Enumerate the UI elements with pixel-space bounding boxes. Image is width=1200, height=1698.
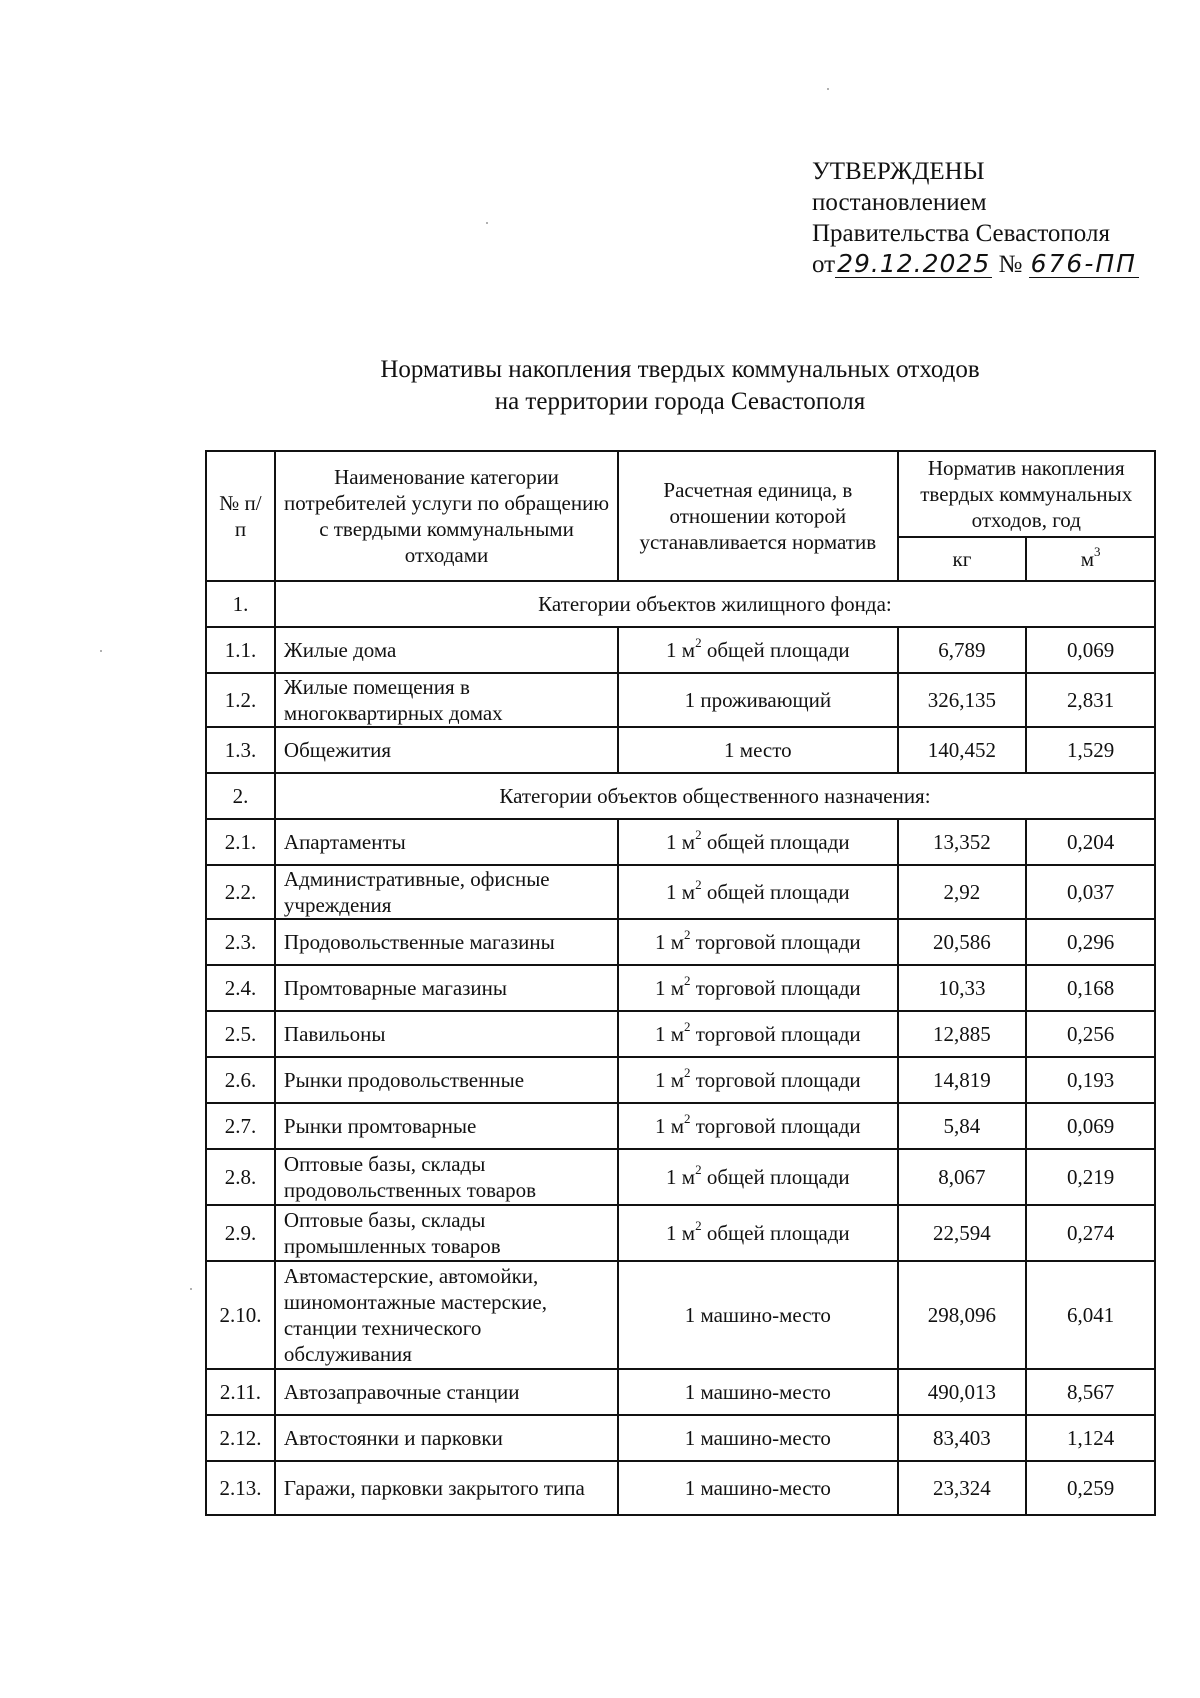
- row-value-kg: 14,819: [898, 1057, 1027, 1103]
- row-value-m3: 0,296: [1026, 919, 1155, 965]
- row-category-name: Рынки продовольственные: [275, 1057, 618, 1103]
- unit-suffix: общей площади: [701, 830, 850, 854]
- row-category-name: Гаражи, парковки закрытого типа: [275, 1461, 618, 1515]
- scan-speck: [100, 650, 102, 652]
- row-value-m3: 0,204: [1026, 819, 1155, 865]
- row-value-kg: 12,885: [898, 1011, 1027, 1057]
- header-m3: [1026, 537, 1155, 581]
- row-category-name: Жилые дома: [275, 627, 618, 673]
- table-row: [206, 865, 1155, 919]
- from-label: от: [812, 251, 836, 278]
- row-category-name: Автомастерские, автомойки, шиномонтажные мастерские, станции технического обслуживания: [275, 1261, 618, 1369]
- unit-prefix: 1 м: [666, 1165, 696, 1189]
- row-num: 2.8.: [206, 1149, 275, 1205]
- row-category-name: Рынки промтоварные: [275, 1103, 618, 1149]
- row-num: 2.2.: [206, 865, 275, 919]
- row-value-m3: 0,259: [1026, 1461, 1155, 1515]
- unit-superscript: 2: [684, 1111, 691, 1126]
- unit-prefix: 1 м: [666, 638, 696, 662]
- unit-superscript: 2: [684, 1019, 691, 1034]
- table-row: [206, 819, 1155, 865]
- row-value-kg: 8,067: [898, 1149, 1027, 1205]
- row-value-kg: 22,594: [898, 1205, 1027, 1261]
- row-category-name: Апартаменты: [275, 819, 618, 865]
- title-line-1: Нормативы накопления твердых коммунальных отходов: [380, 356, 980, 383]
- row-category-name: Административные, офисные учреждения: [275, 865, 618, 919]
- row-num: 2.10.: [206, 1261, 275, 1369]
- row-value-kg: 10,33: [898, 965, 1027, 1011]
- unit-prefix: 1 проживающий: [684, 688, 832, 712]
- row-value-m3: 0,168: [1026, 965, 1155, 1011]
- header-name: Наименование категории потребителей услуги по обращению с твердыми коммунальными отходами: [275, 451, 618, 581]
- unit-superscript: 2: [684, 973, 691, 988]
- row-num: 2.1.: [206, 819, 275, 865]
- row-value-kg: 20,586: [898, 919, 1027, 965]
- unit-suffix: общей площади: [701, 1165, 850, 1189]
- row-category-name: Автостоянки и парковки: [275, 1415, 618, 1461]
- unit-prefix: 1 машино-место: [684, 1476, 831, 1500]
- row-unit: [618, 673, 897, 727]
- unit-prefix: 1 место: [724, 738, 792, 762]
- section-title: Категории объектов общественного назначения:: [275, 773, 1155, 819]
- unit-prefix: 1 м: [654, 930, 685, 954]
- unit-suffix: торговой площади: [690, 1114, 861, 1138]
- row-value-m3: 0,274: [1026, 1205, 1155, 1261]
- unit-suffix: общей площади: [701, 880, 850, 904]
- unit-prefix: 1 м: [666, 1221, 696, 1245]
- scan-speck: [827, 88, 829, 90]
- row-num: 1.3.: [206, 727, 275, 773]
- section-row: [206, 773, 1155, 819]
- table-row: [206, 1011, 1155, 1057]
- approval-line-government: Правительства Севастополя: [812, 220, 1110, 247]
- unit-suffix: торговой площади: [690, 930, 861, 954]
- header-kg: кг: [898, 537, 1027, 581]
- table-row: [206, 1369, 1155, 1415]
- row-value-kg: 298,096: [898, 1261, 1027, 1369]
- row-value-kg: 140,452: [898, 727, 1027, 773]
- table-row: [206, 673, 1155, 727]
- row-category-name: Автозаправочные станции: [275, 1369, 618, 1415]
- unit-superscript: 2: [695, 1162, 702, 1177]
- unit-prefix: 1 машино-место: [684, 1380, 831, 1404]
- row-value-m3: 2,831: [1026, 673, 1155, 727]
- table-row: [206, 727, 1155, 773]
- table-row: [206, 627, 1155, 673]
- row-unit: [618, 865, 897, 919]
- unit-prefix: 1 м: [666, 830, 696, 854]
- unit-prefix: 1 м: [654, 976, 685, 1000]
- row-num: 2.11.: [206, 1369, 275, 1415]
- row-value-kg: 490,013: [898, 1369, 1027, 1415]
- section-title: Категории объектов жилищного фонда:: [275, 581, 1155, 627]
- header-norm: Норматив накопления твердых коммунальных отходов, год: [898, 451, 1155, 537]
- unit-suffix: общей площади: [701, 1221, 850, 1245]
- row-unit: [618, 1369, 897, 1415]
- table-row: [206, 1149, 1155, 1205]
- document-title: [190, 354, 1170, 418]
- handwritten-number: 676-ПП: [1030, 249, 1137, 278]
- row-num: 2.13.: [206, 1461, 275, 1515]
- row-category-name: Оптовые базы, склады промышленных товаров: [275, 1205, 618, 1261]
- table-row: [206, 965, 1155, 1011]
- unit-suffix: общей площади: [701, 638, 850, 662]
- row-value-kg: 326,135: [898, 673, 1027, 727]
- unit-prefix: 1 машино-место: [684, 1426, 831, 1450]
- unit-prefix: 1 м: [654, 1068, 685, 1092]
- unit-prefix: 1 м: [654, 1114, 685, 1138]
- table-row: [206, 1461, 1155, 1515]
- row-unit: [618, 727, 897, 773]
- row-unit: [618, 965, 897, 1011]
- unit-prefix: 1 м: [654, 1022, 685, 1046]
- unit-superscript: 2: [684, 927, 691, 942]
- handwritten-date: 29.12.2025: [837, 249, 991, 278]
- row-value-m3: 0,256: [1026, 1011, 1155, 1057]
- row-value-m3: 6,041: [1026, 1261, 1155, 1369]
- row-value-m3: 1,124: [1026, 1415, 1155, 1461]
- row-value-m3: 0,193: [1026, 1057, 1155, 1103]
- unit-superscript: 2: [695, 1218, 702, 1233]
- row-num: 1.1.: [206, 627, 275, 673]
- approval-date-line: [812, 249, 1139, 280]
- row-unit: [618, 919, 897, 965]
- row-num: 2.9.: [206, 1205, 275, 1261]
- row-unit: [618, 1261, 897, 1369]
- row-unit: [618, 1461, 897, 1515]
- approval-block: [812, 156, 1139, 280]
- unit-suffix: торговой площади: [690, 976, 861, 1000]
- unit-prefix: 1 м: [666, 880, 696, 904]
- unit-superscript: 2: [695, 877, 702, 892]
- section-row: [206, 581, 1155, 627]
- row-category-name: Промтоварные магазины: [275, 965, 618, 1011]
- header-num: № п/п: [206, 451, 275, 581]
- table-row: [206, 1205, 1155, 1261]
- row-value-kg: 6,789: [898, 627, 1027, 673]
- row-value-kg: 23,324: [898, 1461, 1027, 1515]
- table-row: [206, 1261, 1155, 1369]
- header-row-top: [206, 451, 1155, 537]
- row-unit: [618, 1103, 897, 1149]
- unit-superscript: 2: [684, 1065, 691, 1080]
- row-value-kg: 5,84: [898, 1103, 1027, 1149]
- row-unit: [618, 627, 897, 673]
- unit-superscript: 2: [695, 635, 702, 650]
- approval-heading: УТВЕРЖДЕНЫ: [812, 158, 985, 185]
- row-unit: [618, 1011, 897, 1057]
- row-num: 2.4.: [206, 965, 275, 1011]
- row-category-name: Жилые помещения в многоквартирных домах: [275, 673, 618, 727]
- title-line-2: на территории города Севастополя: [494, 388, 866, 415]
- row-value-kg: 83,403: [898, 1415, 1027, 1461]
- row-num: 1.2.: [206, 673, 275, 727]
- row-unit: [618, 1149, 897, 1205]
- row-category-name: Павильоны: [275, 1011, 618, 1057]
- row-value-kg: 13,352: [898, 819, 1027, 865]
- unit-prefix: 1 машино-место: [684, 1303, 831, 1327]
- row-num: 2.7.: [206, 1103, 275, 1149]
- row-num: 2.12.: [206, 1415, 275, 1461]
- header-m3-base: м: [1080, 547, 1095, 571]
- approval-line-resolution: постановлением: [812, 189, 987, 216]
- unit-suffix: торговой площади: [690, 1068, 861, 1092]
- row-num: 2.3.: [206, 919, 275, 965]
- row-num: 2.6.: [206, 1057, 275, 1103]
- row-value-m3: 0,219: [1026, 1149, 1155, 1205]
- row-unit: [618, 1415, 897, 1461]
- row-num: 2.5.: [206, 1011, 275, 1057]
- row-value-m3: 8,567: [1026, 1369, 1155, 1415]
- table-row: [206, 919, 1155, 965]
- table-row: [206, 1415, 1155, 1461]
- row-value-kg: 2,92: [898, 865, 1027, 919]
- row-unit: [618, 819, 897, 865]
- section-num: 2.: [206, 773, 275, 819]
- row-category-name: Общежития: [275, 727, 618, 773]
- scan-speck: [486, 222, 488, 224]
- unit-suffix: торговой площади: [690, 1022, 861, 1046]
- row-unit: [618, 1205, 897, 1261]
- row-unit: [618, 1057, 897, 1103]
- section-num: 1.: [206, 581, 275, 627]
- header-m3-sup: 3: [1094, 544, 1101, 559]
- number-label: №: [998, 251, 1023, 278]
- row-value-m3: 0,069: [1026, 627, 1155, 673]
- table-row: [206, 1057, 1155, 1103]
- table-row: [206, 1103, 1155, 1149]
- norms-table: [205, 450, 1156, 1516]
- norms-table-body: [206, 581, 1155, 1515]
- header-unit: Расчетная единица, в отношении которой устанавливается норматив: [618, 451, 897, 581]
- scan-speck: [190, 1288, 192, 1290]
- row-value-m3: 1,529: [1026, 727, 1155, 773]
- row-category-name: Продовольственные магазины: [275, 919, 618, 965]
- row-value-m3: 0,037: [1026, 865, 1155, 919]
- row-value-m3: 0,069: [1026, 1103, 1155, 1149]
- row-category-name: Оптовые базы, склады продовольственных товаров: [275, 1149, 618, 1205]
- unit-superscript: 2: [695, 827, 702, 842]
